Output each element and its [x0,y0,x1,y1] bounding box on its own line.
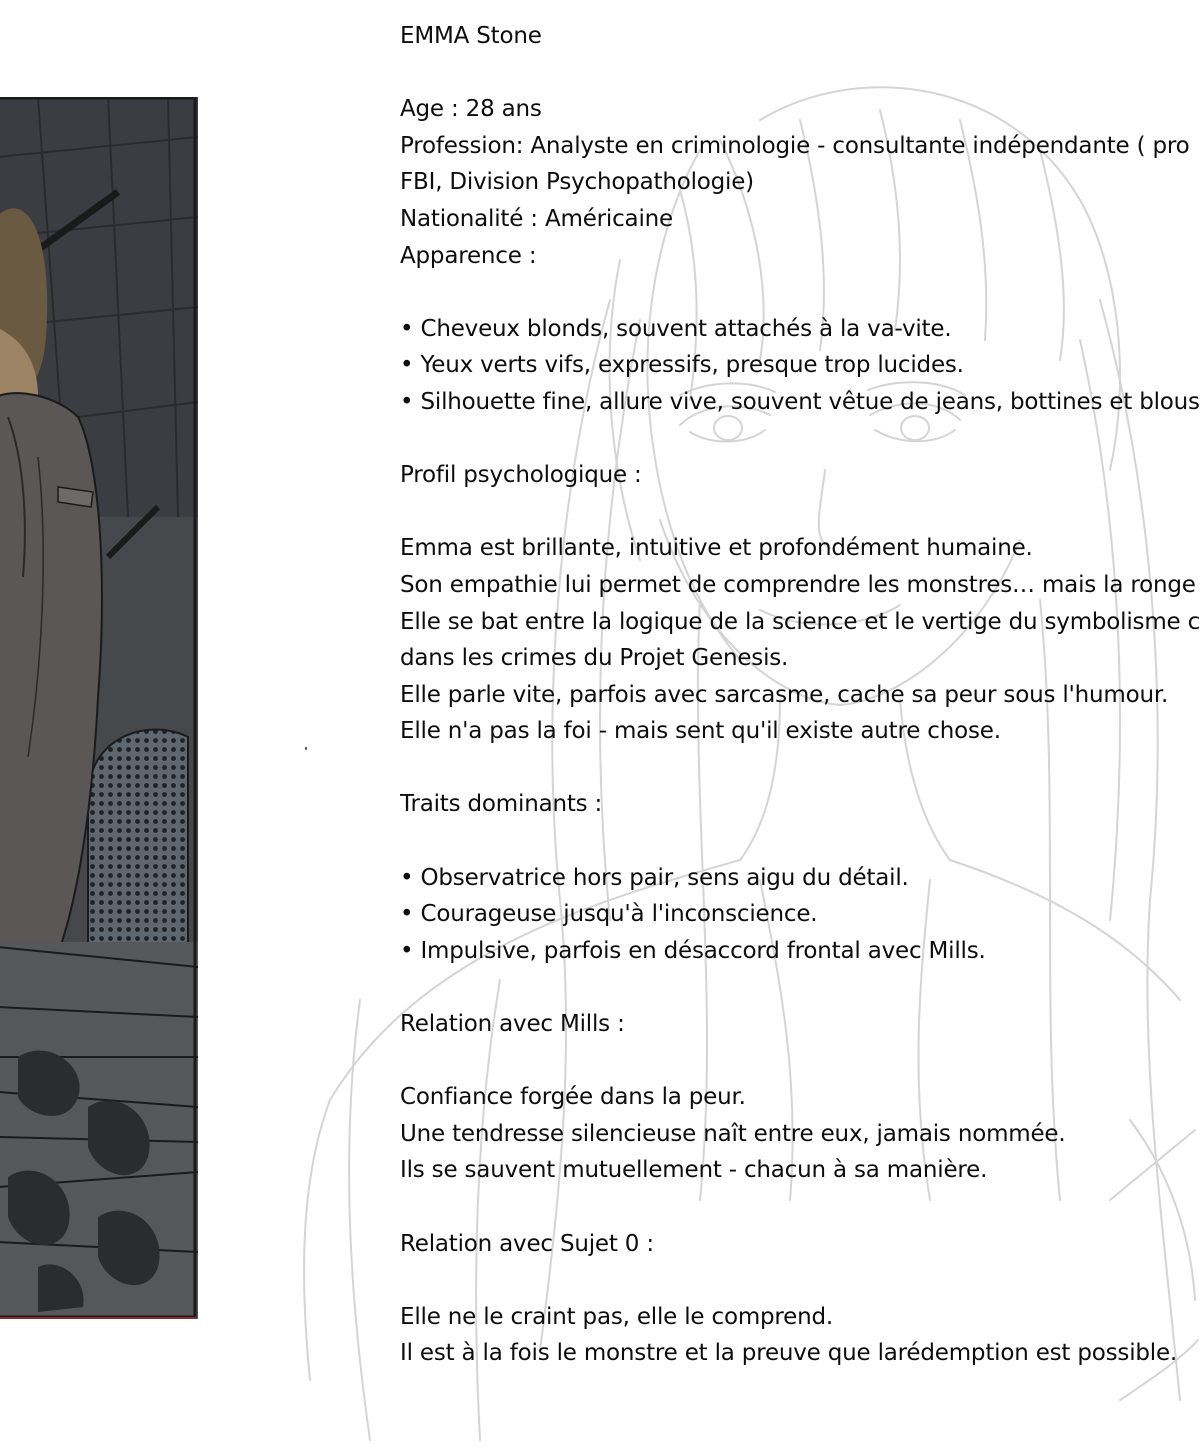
psych-profile-line: Emma est brillante, intuitive et profondément humaine. [400,535,1033,562]
psych-profile-line: Elle parle vite, parfois avec sarcasme, cache sa peur sous l'humour. [400,681,1169,708]
appearance-item: • Silhouette fine, allure vive, souvent vêtue de jeans, bottines et blous [400,388,1200,415]
psych-profile-line: Elle se bat entre la logique de la science et le vertige du symbolisme c [400,608,1200,635]
profession-line-1: Profession: Analyste en criminologie - consultante indépendante ( pro [400,132,1190,159]
psych-profile-line: Elle n'a pas la foi - mais sent qu'il existe autre chose. [400,718,1001,745]
psych-profile-line: Son empathie lui permet de comprendre les monstres… mais la ronge [400,571,1196,598]
stray-mark [305,747,307,750]
relation-sujet0-line: Il est à la fois le monstre et la preuve que larédemption est possible. [400,1340,1178,1367]
relation-sujet0-line: Elle ne le craint pas, elle le comprend. [400,1303,834,1330]
relation-mills-line: Ils se sauvent mutuellement - chacun à sa manière. [400,1157,988,1184]
nationality-line: Nationalité : Américaine [400,205,673,232]
psych-profile-heading: Profil psychologique : [400,462,642,489]
age-line: Age : 28 ans [400,96,542,123]
relation-sujet0-heading: Relation avec Sujet 0 : [400,1230,654,1257]
dominant-trait-item: • Observatrice hors pair, sens aigu du détail. [400,864,909,891]
character-name: EMMA Stone [400,23,542,49]
psych-profile-line: dans les crimes du Projet Genesis. [400,645,789,672]
appearance-heading: Apparence : [400,242,537,269]
appearance-item: • Cheveux blonds, souvent attachés à la va-vite. [400,315,952,342]
relation-mills-line: Une tendresse silencieuse naît entre eux, jamais nommée. [400,1120,1066,1147]
dominant-traits-heading: Traits dominants : [400,791,603,818]
dominant-trait-item: • Courageuse jusqu'à l'inconscience. [400,901,818,928]
appearance-item: • Yeux verts vifs, expressifs, presque trop lucides. [400,352,964,379]
relation-mills-line: Confiance forgée dans la peur. [400,1084,746,1111]
profession-line-2: FBI, Division Psychopathologie) [400,169,754,196]
dominant-trait-item: • Impulsive, parfois en désaccord frontal avec Mills. [400,937,986,964]
comic-panel-illustration [0,97,198,1319]
relation-mills-heading: Relation avec Mills : [400,1011,625,1038]
character-sheet [400,18,1200,1418]
